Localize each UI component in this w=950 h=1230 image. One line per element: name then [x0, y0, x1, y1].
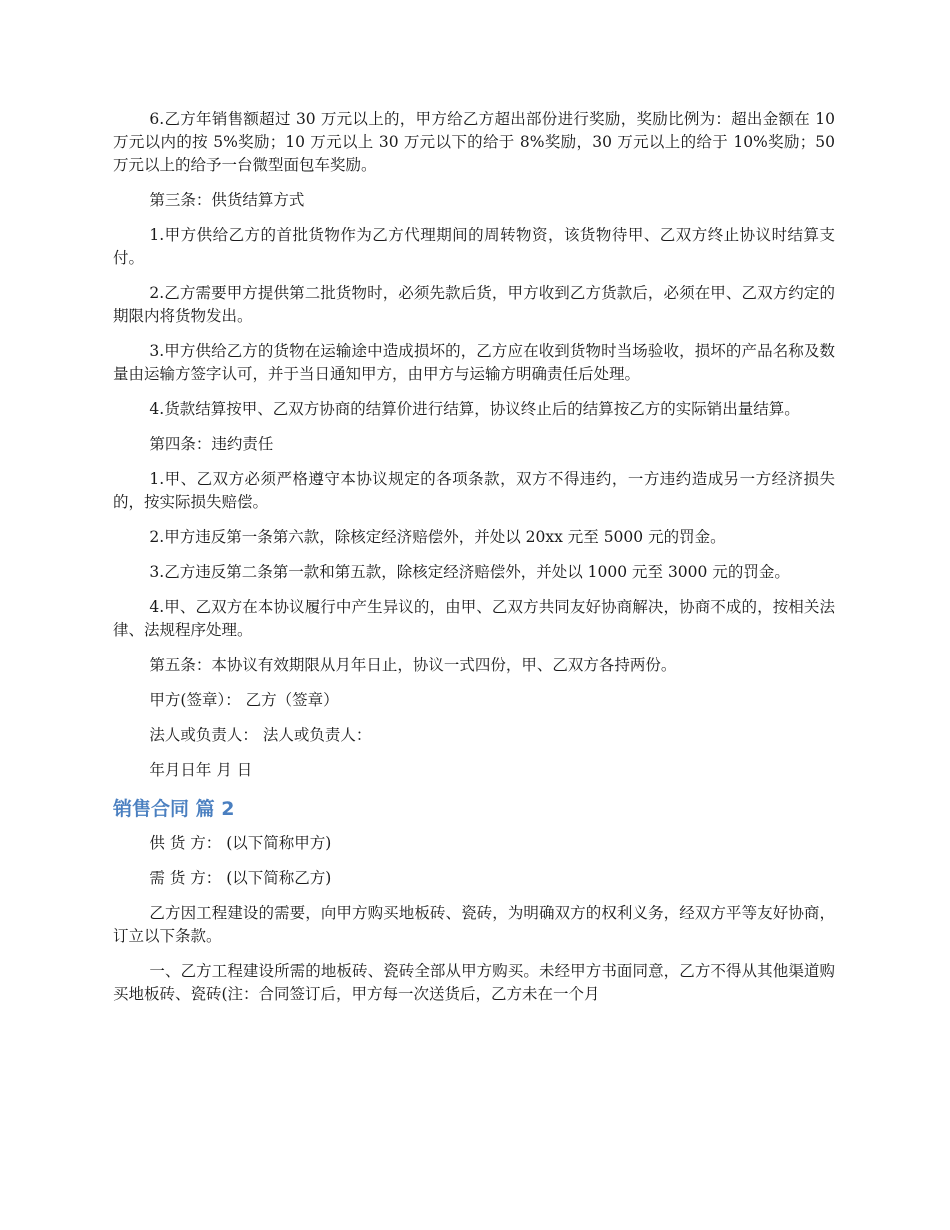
legal-rep-line: 法人或负责人： 法人或负责人： — [149, 726, 372, 744]
article-4-item-2: 2.甲方违反第一条第六款，除核定经济赔偿外，并处以 20xx 元至 5000 元的罚金。 — [149, 528, 726, 546]
article-3-item-4: 4.货款结算按甲、乙双方协商的结算价进行结算，协议终止后的结算按乙方的实际销出量结算。 — [149, 400, 800, 418]
clause-1-paragraph: 一、乙方工程建设所需的地板砖、瓷砖全部从甲方购买。未经甲方书面同意，乙方不得从其他渠道购买地板砖、瓷砖(注：合同签订后，甲方每一次送货后，乙方未在一个月 — [113, 962, 835, 1003]
article-5-title: 第五条：本协议有效期限从月年日止，协议一式四份，甲、乙双方各持两份。 — [149, 656, 677, 674]
document-page — [113, 108, 835, 1018]
article-4-title: 第四条：违约责任 — [149, 435, 274, 453]
buyer-line: 需 货 方： (以下简称乙方) — [149, 869, 332, 887]
section-heading: 销售合同 篇 2 — [113, 798, 235, 820]
article-3-title: 第三条：供货结算方式 — [149, 191, 305, 209]
date-line: 年月日年 月 日 — [149, 761, 253, 779]
preamble-paragraph: 乙方因工程建设的需要，向甲方购买地板砖、瓷砖，为明确双方的权利义务，经双方平等友好协商，订立以下条款。 — [113, 904, 835, 945]
supplier-line: 供 货 方： (以下简称甲方) — [149, 834, 332, 852]
article-4-item-1: 1.甲、乙双方必须严格遵守本协议规定的各项条款，双方不得违约，一方违约造成另一方经济损失的，按实际损失赔偿。 — [113, 470, 835, 511]
article-4-item-3: 3.乙方违反第二条第一款和第五款，除核定经济赔偿外，并处以 1000 元至 3000 元的罚金。 — [149, 563, 790, 581]
paragraph-bonus-clause: 6.乙方年销售额超过 30 万元以上的，甲方给乙方超出部份进行奖励，奖励比例为：超出金额在 10 万元以内的按 5%奖励；10 万元以上 30 万元以下的给于 8%奖励，30 万元以上的给于 10%奖励；50 万元以上的给予一台微型面包车奖励。 — [113, 110, 835, 174]
article-3-item-3: 3.甲方供给乙方的货物在运输途中造成损坏的，乙方应在收到货物时当场验收，损坏的产品名称及数量由运输方签字认可，并于当日通知甲方，由甲方与运输方明确责任后处理。 — [113, 342, 835, 383]
article-3-item-2: 2.乙方需要甲方提供第二批货物时，必须先款后货，甲方收到乙方货款后，必须在甲、乙双方约定的期限内将货物发出。 — [113, 284, 835, 325]
article-3-item-1: 1.甲方供给乙方的首批货物作为乙方代理期间的周转物资，该货物待甲、乙双方终止协议时结算支付。 — [113, 226, 835, 267]
signature-line: 甲方(签章）： 乙方（签章） — [149, 691, 339, 709]
article-4-item-4: 4.甲、乙双方在本协议履行中产生异议的，由甲、乙双方共同友好协商解决，协商不成的，按相关法律、法规程序处理。 — [113, 598, 835, 639]
